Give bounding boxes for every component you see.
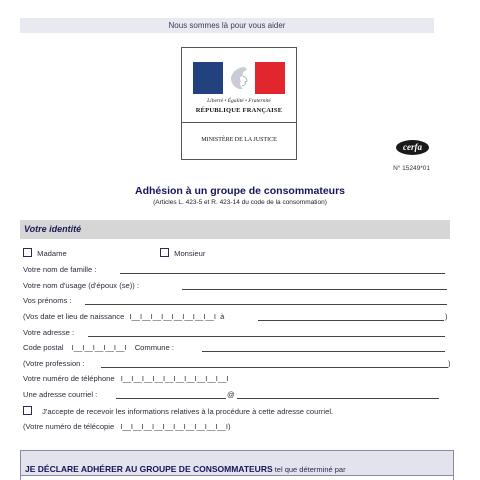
phone-label: Votre numéro de téléphone	[23, 374, 115, 383]
madame-label: Madame	[37, 249, 67, 258]
birth-close: )	[445, 312, 448, 321]
form-subtitle: (Articles L. 423-5 et R. 423-14 du code de la consommation)	[153, 199, 327, 206]
email-consent-label: J'accepte de recevoir les informations relatives à la procédure à cette adresse courriel.	[42, 407, 334, 416]
usage-name-label: Votre nom d'usage (d'époux (se)) :	[23, 281, 140, 290]
declaration-bold-text: JE DÉCLARE ADHÉRER AU GROUPE DE CONSOMMATEURS	[25, 464, 273, 474]
madame-checkbox[interactable]	[23, 248, 32, 257]
phone-field[interactable]: I__I__I__I__I__I__I__I__I__I__I	[120, 374, 229, 383]
phone-row	[23, 374, 228, 383]
flag-blue-band	[193, 62, 223, 94]
first-names-field[interactable]	[85, 304, 447, 305]
profession-label: (Votre profession :	[23, 359, 85, 368]
family-name-label: Votre nom de famille :	[23, 265, 97, 274]
marianne-profile-icon	[225, 65, 253, 91]
usage-name-field[interactable]	[182, 289, 447, 290]
postal-code-label: Code postal	[23, 343, 64, 352]
profession-close: )	[448, 359, 451, 368]
flag-white-band	[223, 62, 255, 94]
birth-date-field[interactable]: I__I__I__I__I__I__I__I__I	[129, 312, 217, 321]
email-domain-field[interactable]	[237, 398, 439, 399]
civility-row	[23, 248, 67, 258]
fax-label: (Votre numéro de télécopie	[23, 422, 115, 431]
commune-label: Commune :	[134, 343, 174, 352]
profession-field[interactable]	[101, 367, 448, 368]
flag-red-band	[255, 62, 285, 94]
declaration-box	[20, 450, 454, 476]
section-title: Votre identité	[24, 224, 82, 234]
birth-place-field[interactable]	[258, 320, 444, 321]
email-at: @	[227, 390, 235, 399]
birth-row	[23, 312, 224, 321]
section-header-identity	[20, 220, 450, 239]
declaration-rest-text: tel que déterminé par	[272, 465, 346, 474]
email-label: Une adresse courriel :	[23, 390, 98, 399]
email-consent-checkbox[interactable]	[23, 406, 32, 415]
civility-row-2	[160, 248, 205, 258]
first-names-label: Vos prénoms :	[23, 296, 72, 305]
consent-row	[23, 406, 333, 416]
declaration-box-continuation	[20, 476, 454, 480]
tricolor-flag-icon	[193, 62, 285, 94]
republic-name: RÉPUBLIQUE FRANÇAISE	[195, 107, 283, 114]
monsieur-label: Monsieur	[174, 249, 206, 258]
ministry-name: MINISTÈRE DE LA JUSTICE	[201, 137, 277, 143]
help-banner-text: Nous sommes là pour vous aider	[168, 21, 286, 30]
birth-label: (Vos date et lieu de naissance	[23, 312, 125, 321]
fax-field[interactable]: I__I__I__I__I__I__I__I__I__I__I)	[120, 422, 231, 431]
postal-row	[23, 343, 174, 352]
monsieur-checkbox[interactable]	[160, 248, 169, 257]
marianne-logo	[181, 47, 297, 160]
address-label: Votre adresse :	[23, 328, 75, 337]
address-field[interactable]	[88, 336, 445, 337]
republic-motto: Liberté • Égalité • Fraternité	[207, 98, 271, 104]
birth-at-label: à	[220, 312, 225, 321]
logo-divider	[182, 122, 296, 123]
commune-field[interactable]	[202, 351, 445, 352]
form-title: Adhésion à un groupe de consommateurs	[134, 185, 346, 197]
fax-row	[23, 422, 231, 431]
email-user-field[interactable]	[116, 398, 226, 399]
help-banner	[20, 18, 434, 33]
postal-code-field[interactable]: I__I__I__I__I__I	[71, 343, 127, 352]
family-name-field[interactable]	[120, 273, 445, 274]
cerfa-logo-icon: cerfa	[396, 140, 429, 155]
cerfa-number: N° 15249*01	[393, 165, 430, 172]
